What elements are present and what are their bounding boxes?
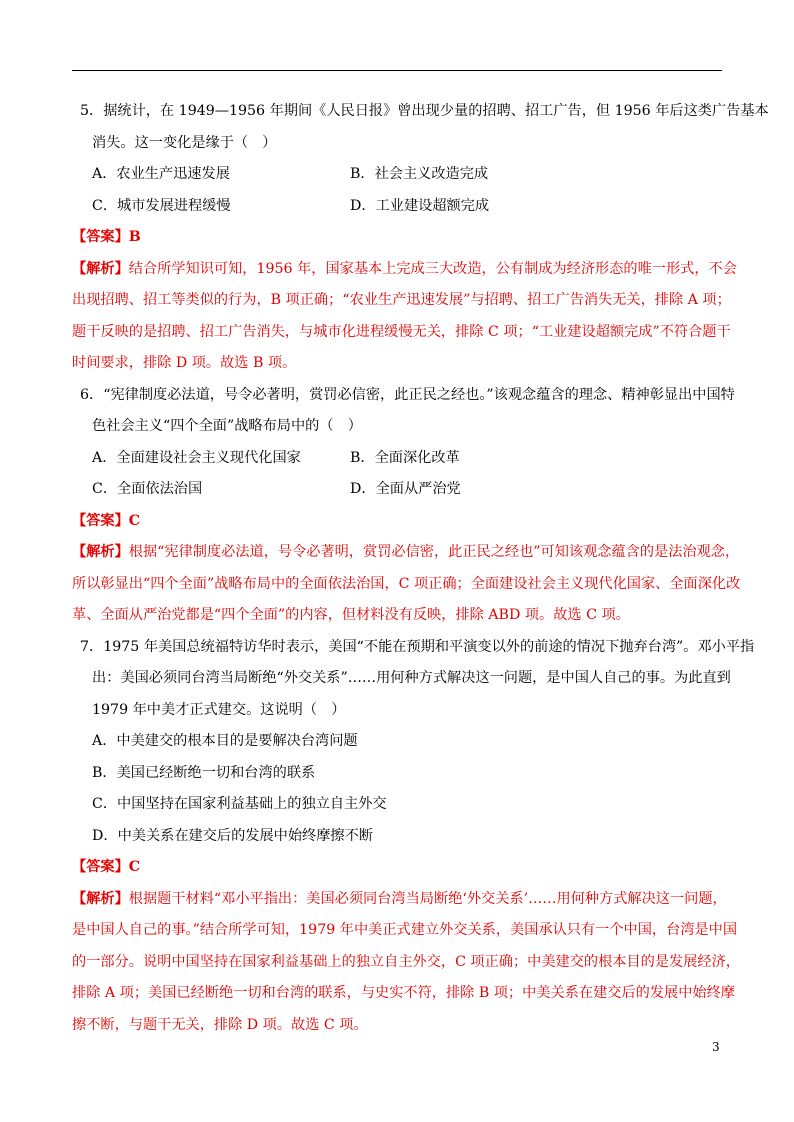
analysis-tag: 【解析】 (72, 544, 129, 560)
page-content (72, 96, 769, 1041)
option-c: C．城市发展进程缓慢 (92, 197, 231, 214)
answer-label: 【答案】C (72, 859, 141, 875)
analysis-line: 是中国人自己的事。”结合所学可知，1979 年中美正式建立外交关系，美国承认只有一个中国，台湾是中国 (72, 922, 738, 938)
analysis-tag: 【解析】 (72, 890, 129, 907)
option-a: A．全面建设社会主义现代化国家 (92, 449, 301, 466)
analysis-line: 排除 A 项；美国已经断绝一切和台湾的联系，与史实不符，排除 B 项；中美关系在建交后的发展中始终摩 (72, 985, 735, 1001)
answer-label: 【答案】C (72, 512, 141, 529)
option-a: A．农业生产迅速发展 (92, 166, 230, 182)
option-a: A．中美建交的根本目的是要解决台湾问题 (92, 733, 358, 749)
question-stem-line: 出：美国必须同台湾当局断绝“外交关系”……用何种方式解决这一问题，是中国人自己的事。为此直到 (92, 670, 731, 686)
answer-label: 【答案】B (72, 229, 141, 245)
question-stem-line: 1979 年中美才正式建交。这说明（ ） (92, 701, 346, 718)
option-row (72, 159, 726, 191)
analysis-line: 所以彰显出“四个全面”战略布局中的全面依法治国，C 项正确；全面建设社会主义现代化国家、全面深化改 (72, 575, 741, 592)
analysis-line: 的一部分。说明中国坚持在国家利益基础上的独立自主外交，C 项正确；中美建交的根本目的是发展经济， (72, 953, 740, 970)
analysis-text: 根据“宪律制度必法道，号令必著明，赏罚必信密，此正民之经也”可知该观念蕴含的是法治观念， (128, 544, 740, 560)
option-c: C．全面依法治国 (92, 481, 203, 497)
question-6 (72, 380, 741, 632)
question-stem-line: 消失。这一变化是缘于（ ） (92, 134, 277, 151)
question-stem-line: 5．据统计，在 1949—1956 年期间《人民日报》曾出现少量的招聘、招工广告，但 1956 年后这类广告基本 (80, 103, 769, 119)
analysis-text: 根据题干材料“邓小平指出：美国必须同台湾当局断绝‘外交关系’……用何种方式解决这一问题， (128, 890, 727, 907)
question-stem-line: 色社会主义“四个全面”战略布局中的（ ） (92, 418, 362, 434)
option-c: C．中国坚持在国家利益基础上的独立自主外交 (92, 796, 387, 812)
question-stem-line: 6．“宪律制度必法道，号令必著明，赏罚必信密，此正民之经也。”该观念蕴含的理念、精神彰显出中国特 (80, 386, 735, 403)
option-b: B．美国已经断绝一切和台湾的联系 (92, 764, 316, 781)
analysis-tag: 【解析】 (72, 260, 129, 277)
option-row (72, 443, 726, 475)
option-b: B．社会主义改造完成 (350, 166, 489, 182)
header-rule (72, 70, 722, 71)
analysis-line: 题干反映的是招聘、招工广告消失，与城市化进程缓慢无关，排除 C 项；“工业建设超额完成”不符合题干 (72, 323, 731, 340)
option-row (72, 474, 726, 506)
question-7 (72, 632, 755, 1042)
analysis-line (72, 537, 740, 569)
analysis-line: 革、全面从严治党都是“四个全面”的内容，但材料没有反映，排除 ABD 项。故选 C 项。 (72, 607, 630, 623)
analysis-line (72, 254, 737, 286)
option-d: D．中美关系在建交后的发展中始终摩擦不断 (92, 827, 373, 844)
analysis-text: 结合所学知识可知，1956 年，国家基本上完成三大改造，公有制成为经济形态的唯一形式，不会 (128, 260, 737, 277)
option-d: D．全面从严治党 (350, 481, 461, 497)
analysis-line: 出现招聘、招工等类似的行为，B 项正确；“农业生产迅速发展”与招聘、招工广告消失无关，排除 A 项； (72, 292, 731, 308)
option-d: D．工业建设超额完成 (350, 197, 490, 214)
option-row (72, 191, 726, 223)
question-stem-line: 7．1975 年美国总统福特访华时表示，美国“不能在预期和平演变以外的前途的情况下抛弃台湾”。邓小平指 (80, 638, 755, 655)
question-5 (72, 96, 769, 380)
analysis-line (72, 884, 726, 916)
analysis-line: 擦不断，与题干无关，排除 D 项。故选 C 项。 (72, 1016, 368, 1033)
option-b: B．全面深化改革 (350, 449, 460, 466)
page-number: 3 (712, 1040, 720, 1054)
analysis-line: 时间要求，排除 D 项。故选 B 项。 (72, 355, 297, 371)
